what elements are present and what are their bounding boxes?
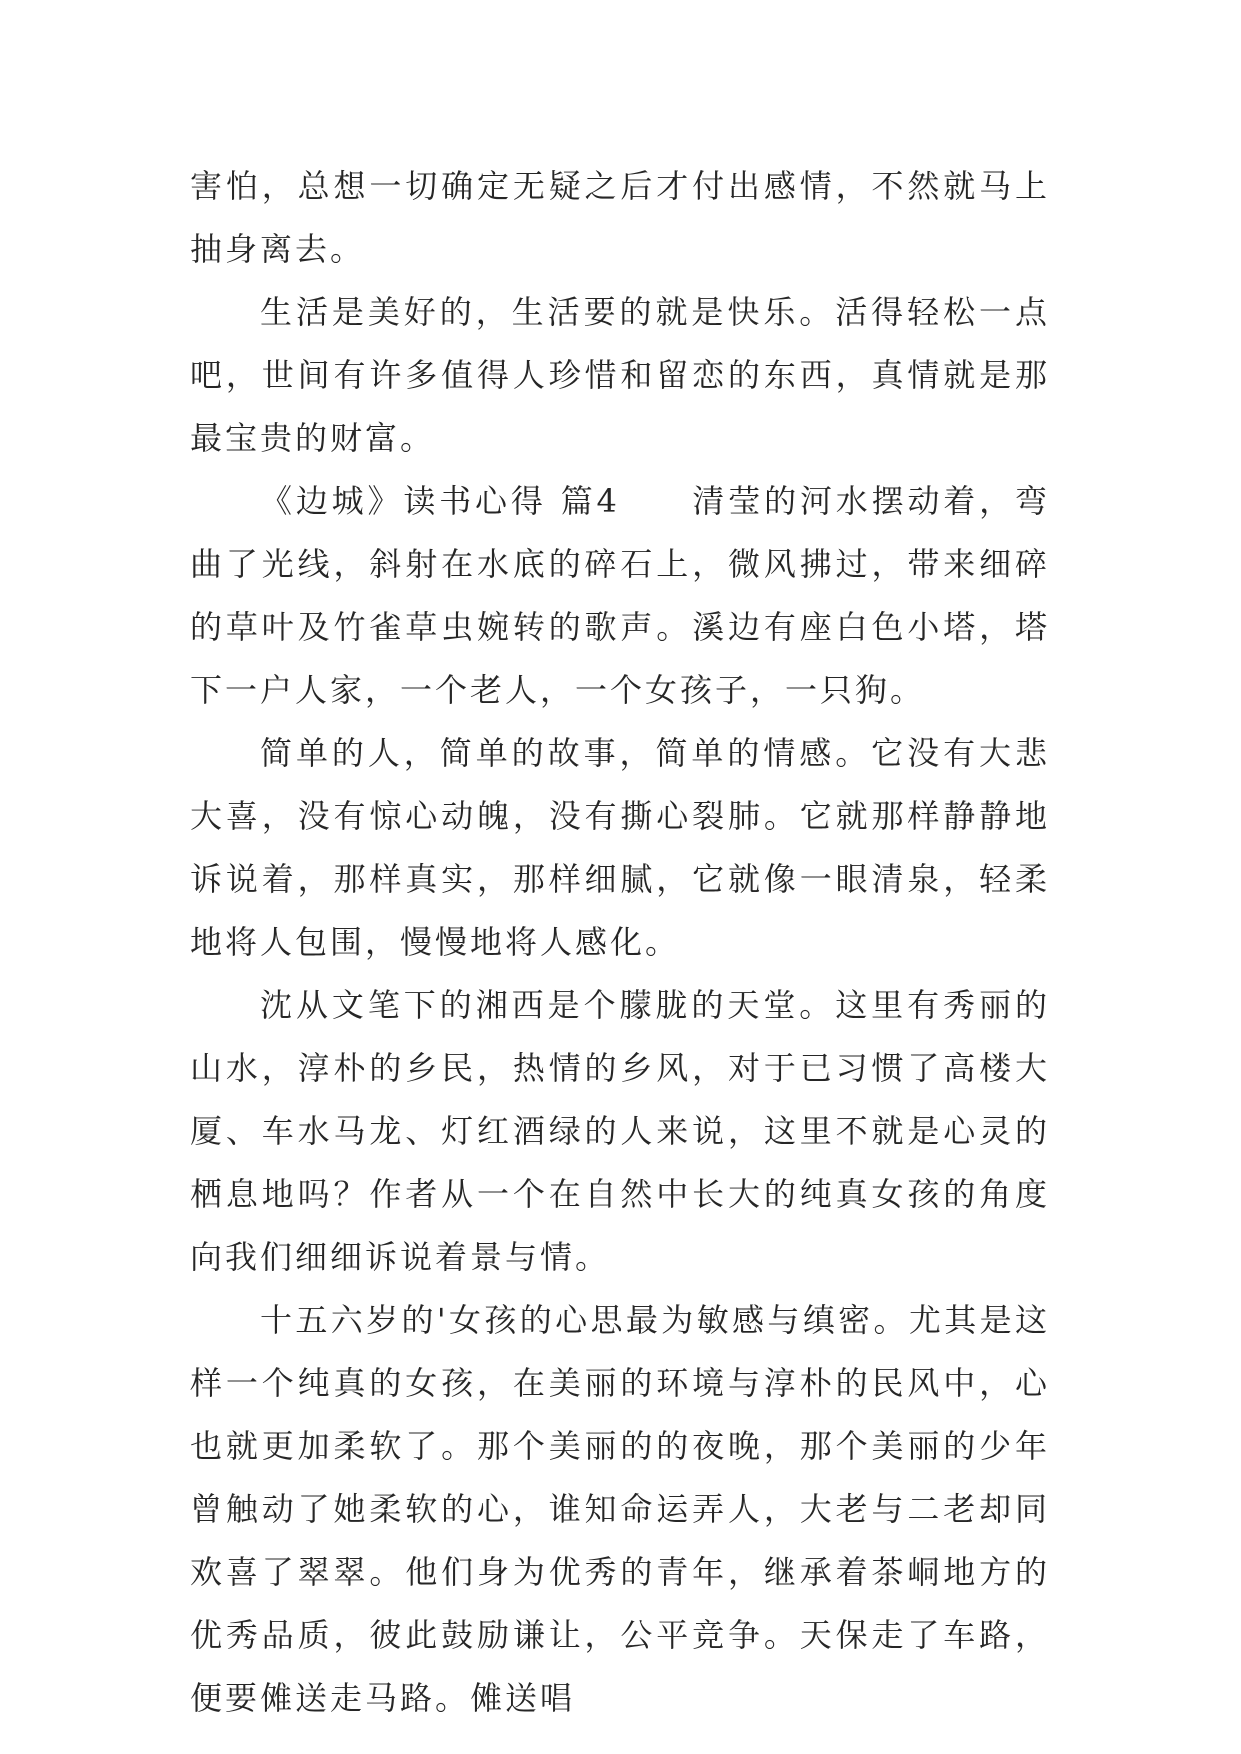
paragraph: 生活是美好的，生活要的就是快乐。活得轻松一点吧，世间有许多值得人珍惜和留恋的东西，真情就是那最宝贵的财富。 [190,293,1050,457]
paragraph: 简单的人，简单的故事，简单的情感。它没有大悲大喜，没有惊心动魄，没有撕心裂肺。它就那样静静地诉说着，那样真实，那样细腻，它就像一眼清泉，轻柔地将人包围，慢慢地将人感化。 [190,734,1050,961]
paragraph: 《边城》读书心得 篇4 清莹的河水摆动着，弯曲了光线，斜射在水底的碎石上，微风拂过，带来细碎的草叶及竹雀草虫婉转的歌声。溪边有座白色小塔，塔下一户人家，一个老人，一个女孩子，一只狗。 [190,482,1050,709]
paragraph: 沈从文笔下的湘西是个朦胧的天堂。这里有秀丽的山水，淳朴的乡民，热情的乡风，对于已习惯了高楼大厦、车水马龙、灯红酒绿的人来说，这里不就是心灵的栖息地吗？作者从一个在自然中长大的纯真女孩的角度向我们细细诉说着景与情。 [190,986,1050,1276]
body-text [190,155,1050,1730]
paragraph: 害怕，总想一切确定无疑之后才付出感情，不然就马上抽身离去。 [190,167,1050,268]
paragraph: 十五六岁的'女孩的心思最为敏感与缜密。尤其是这样一个纯真的女孩，在美丽的环境与淳朴的民风中，心也就更加柔软了。那个美丽的的夜晚，那个美丽的少年曾触动了她柔软的心，谁知命运弄人，大老与二老却同欢喜了翠翠。他们身为优秀的青年，继承着茶峒地方的优秀品质，彼此鼓励谦让，公平竞争。天保走了车路，便要傩送走马路。傩送唱 [190,1301,1050,1717]
